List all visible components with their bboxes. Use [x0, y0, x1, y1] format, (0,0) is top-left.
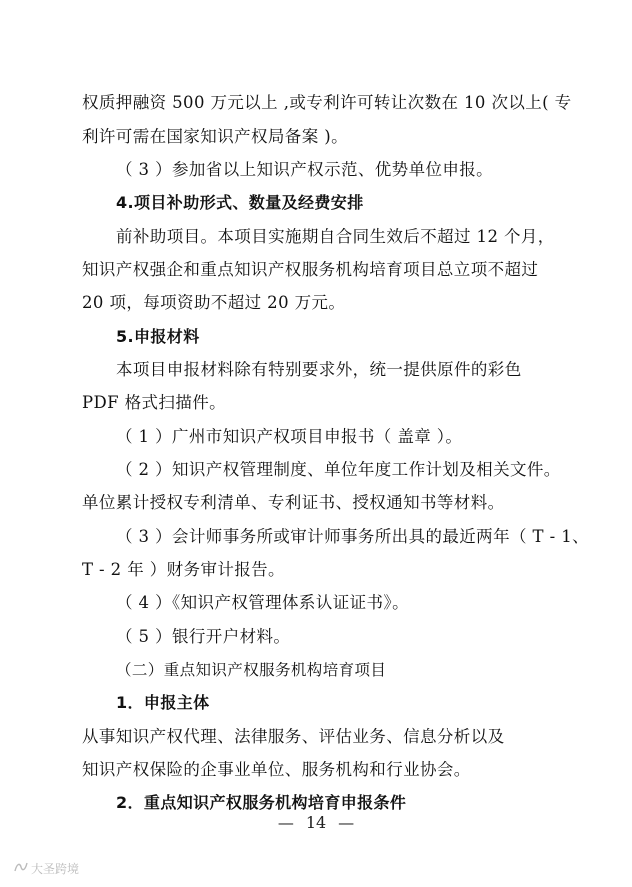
page-dash-left: — — [277, 813, 294, 832]
watermark — [14, 860, 79, 877]
paragraph-line: 知识产权保险的企事业单位、服务机构和行业协会。 — [82, 760, 471, 779]
paragraph-line: 本项目申报材料除有特别要求外，统一提供原件的彩色 — [116, 360, 522, 379]
paragraph-line: （ 1 ）广州市知识产权项目申报书（ 盖章 ）。 — [116, 427, 463, 446]
paragraph-line: 20 项，每项资助不超过 20 万元。 — [82, 293, 346, 312]
paragraph-line: （ 3 ）参加省以上知识产权示范、优势单位申报。 — [116, 160, 494, 179]
watermark-logo-icon — [14, 861, 28, 876]
paragraph-line: （ 3 ）会计师事务所或审计师事务所出具的最近两年（ T - 1、 — [116, 527, 590, 546]
paragraph-line: PDF 格式扫描件。 — [82, 393, 227, 412]
section-heading: 1．申报主体 — [116, 693, 210, 712]
page-dash-right: — — [338, 813, 355, 832]
paragraph-line: 权质押融资 500 万元以上 ,或专利许可转让次数在 10 次以上( 专 — [82, 93, 572, 112]
paragraph-line: 知识产权强企和重点知识产权服务机构培育项目总立项不超过 — [82, 260, 539, 279]
page-number-value: 14 — [305, 813, 327, 832]
paragraph-line: T - 2 年 ）财务审计报告。 — [82, 560, 285, 579]
subsection-heading: （二）重点知识产权服务机构培育项目 — [116, 661, 387, 679]
watermark-text: 大圣跨境 — [31, 862, 80, 876]
paragraph-line: 单位累计授权专利清单、专利证书、授权通知书等材料。 — [82, 493, 505, 512]
section-heading: 4.项目补助形式、数量及经费安排 — [116, 193, 364, 212]
paragraph-line: （ 2 ）知识产权管理制度、单位年度工作计划及相关文件。 — [116, 460, 561, 479]
paragraph-line: 利许可需在国家知识产权局备案 )。 — [82, 127, 348, 146]
section-heading: 5.申报材料 — [116, 327, 200, 346]
page-number — [0, 813, 632, 832]
paragraph-line: 从事知识产权代理、法律服务、评估业务、信息分析以及 — [82, 727, 505, 746]
paragraph-line: 前补助项目。本项目实施期自合同生效后不超过 12 个月， — [116, 227, 555, 246]
section-heading: 2．重点知识产权服务机构培育申报条件 — [116, 793, 407, 812]
paragraph-line: （ 5 ）银行开户材料。 — [116, 627, 291, 646]
paragraph-line: （ 4 ）《知识产权管理体系认证证书》。 — [116, 593, 409, 612]
